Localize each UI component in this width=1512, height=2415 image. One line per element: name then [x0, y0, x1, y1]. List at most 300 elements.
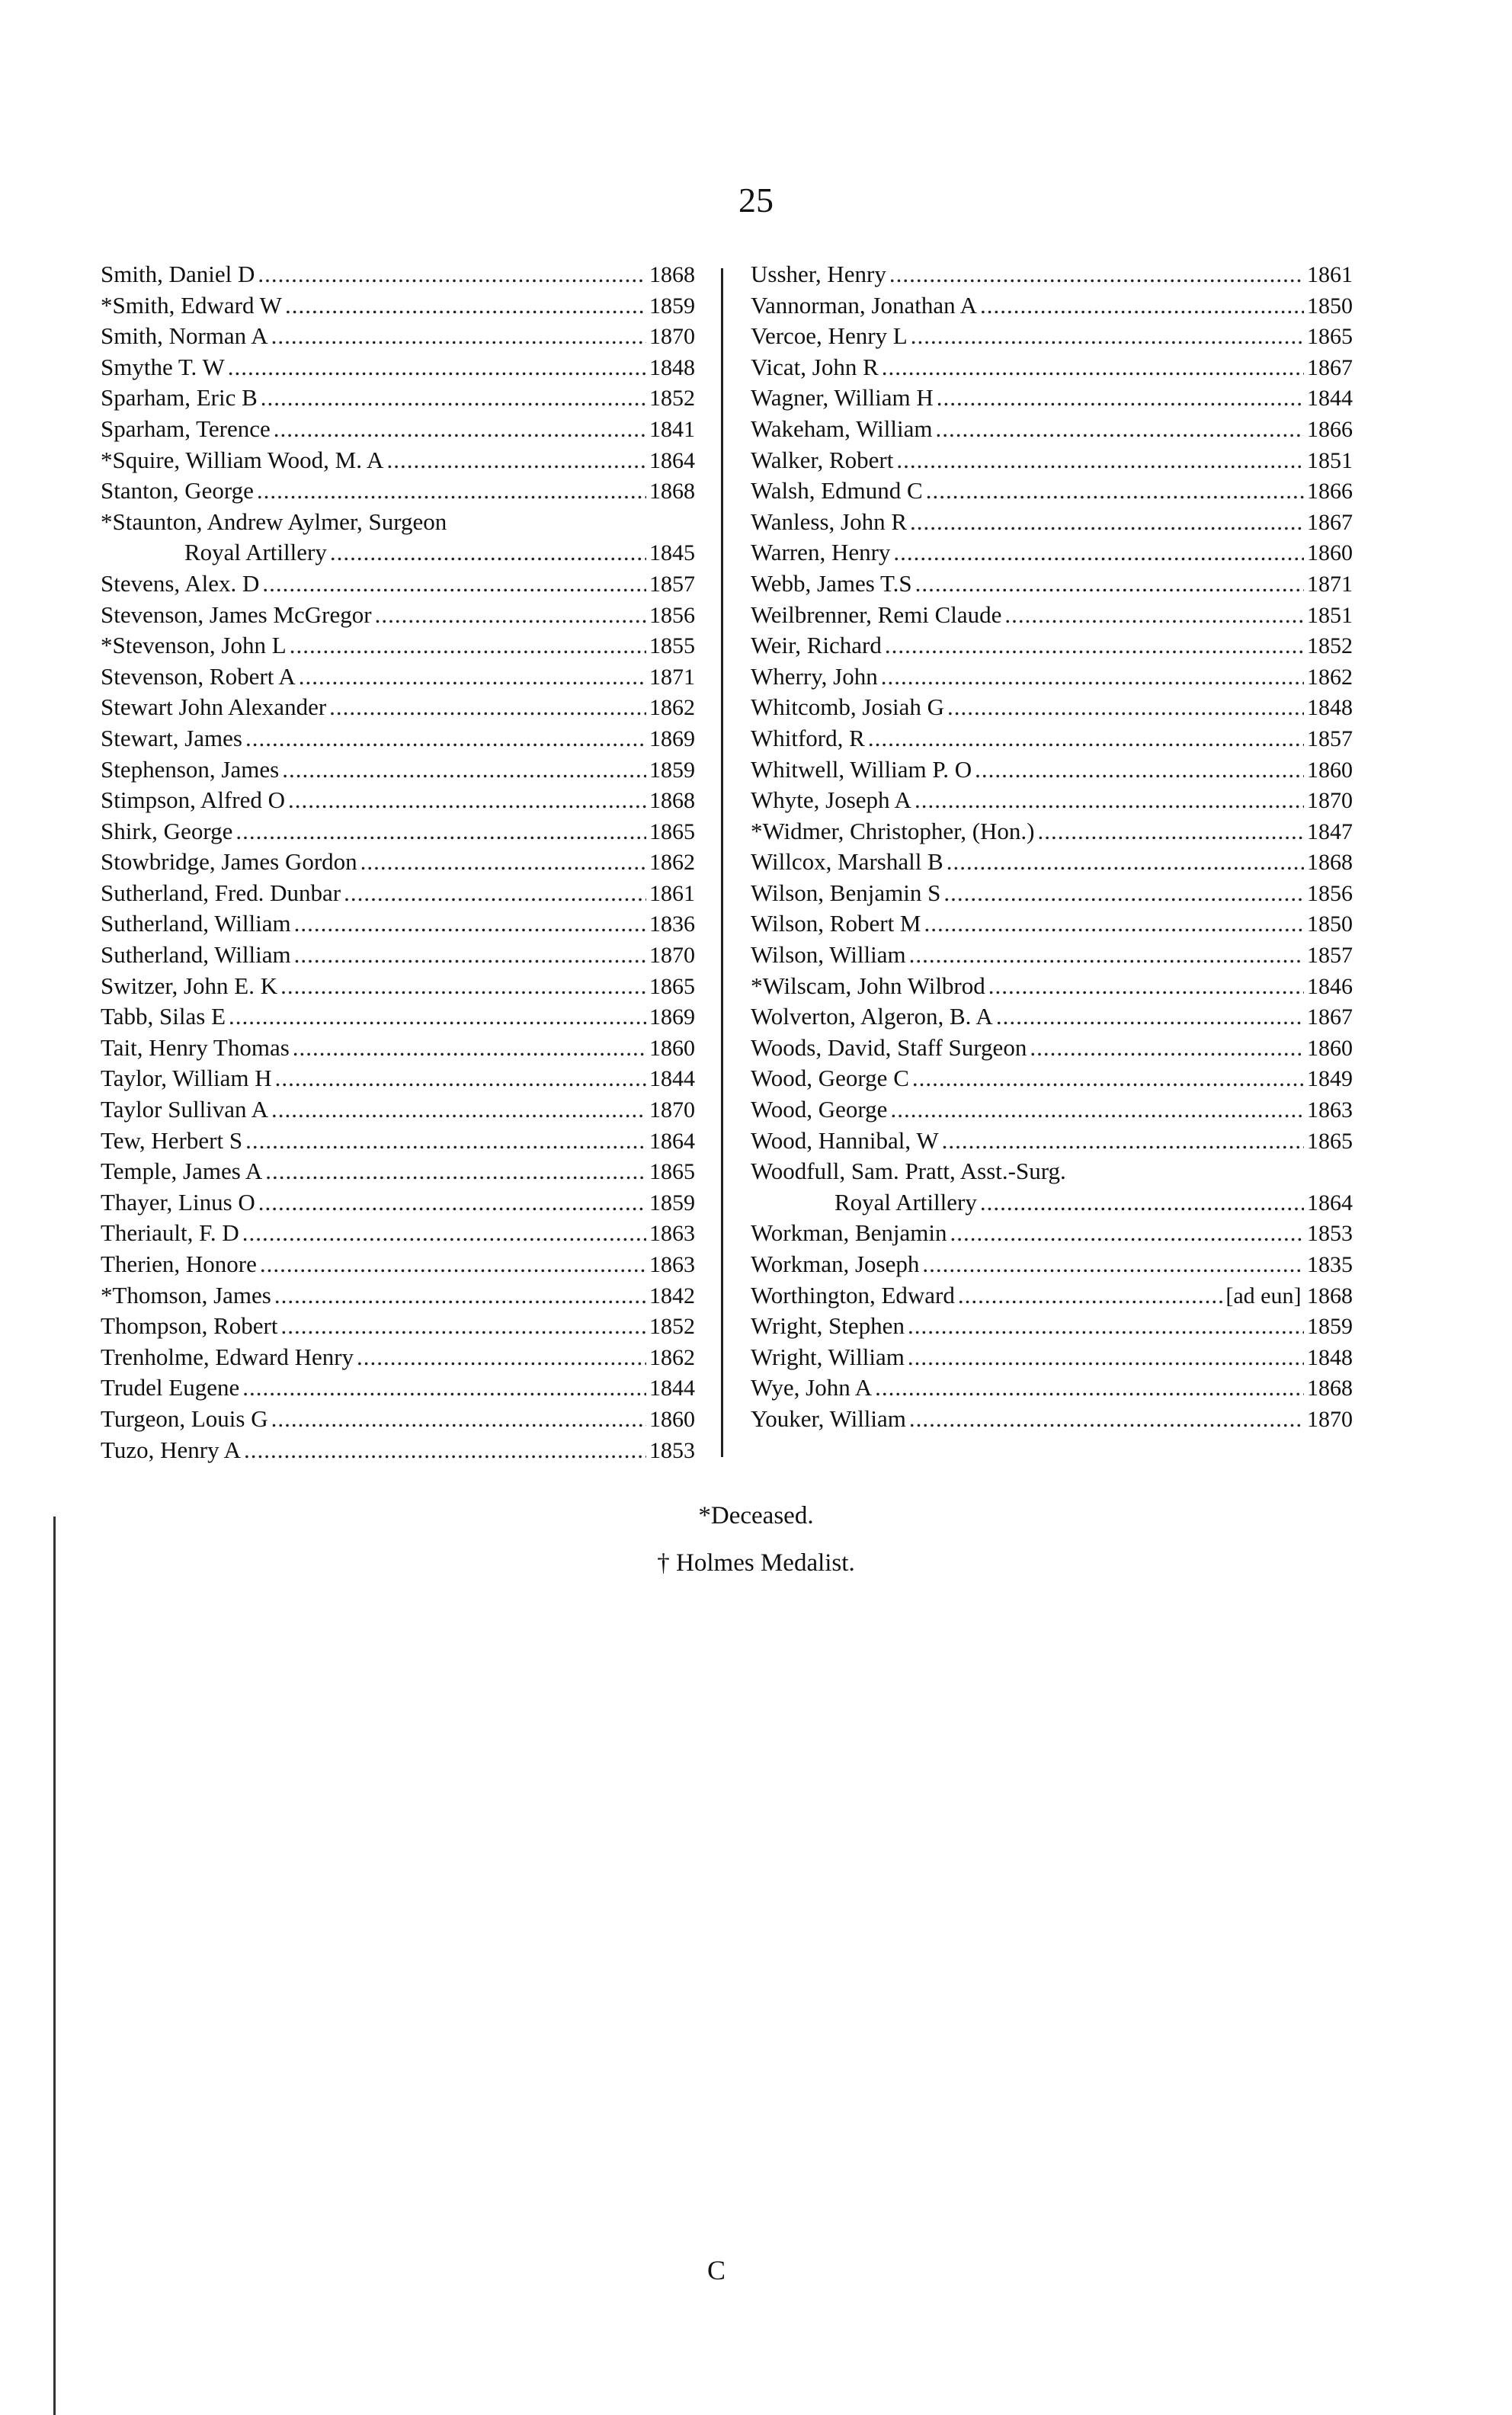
leader-dots [889, 259, 1304, 290]
entry-year: 1859 [649, 1190, 695, 1216]
entry-year: 1869 [649, 725, 695, 751]
list-item [751, 754, 1353, 786]
leader-dots [885, 630, 1304, 661]
entry-name: Willcox, Marshall B [751, 848, 943, 876]
leader-dots [260, 1249, 646, 1280]
entry-year: 1859 [649, 757, 695, 783]
entry-name: Stevens, Alex. D [101, 569, 260, 597]
list-item [751, 600, 1353, 631]
leader-dots [926, 476, 1304, 507]
entry-name: Wood, Hannibal, W [751, 1126, 939, 1154]
list-item [751, 414, 1353, 445]
entry-name: Walker, Robert [751, 446, 894, 473]
entry-name: Stewart John Alexander [101, 693, 327, 721]
entry-name: Vannorman, Jonathan A [751, 291, 978, 319]
entry-name: Wright, Stephen [751, 1312, 905, 1340]
leader-dots [942, 1126, 1304, 1157]
entry-name: Sutherland, Fred. Dunbar [101, 879, 341, 906]
entry-name: Workman, Benjamin [751, 1219, 947, 1247]
leader-dots [909, 940, 1304, 971]
list-item [751, 1126, 1353, 1157]
leader-dots [958, 1280, 1223, 1312]
list-item [751, 878, 1353, 909]
entry-name: Wagner, William H [751, 384, 934, 412]
entry-name: Wilson, Robert M [751, 910, 921, 937]
entry-name: Stevenson, Robert A [101, 662, 296, 690]
entry-year: 1862 [649, 850, 695, 876]
list-item [751, 908, 1353, 940]
leader-dots [912, 1063, 1304, 1094]
entry-year: 1852 [649, 1314, 695, 1340]
leader-dots [911, 321, 1304, 352]
entry-year: 1870 [1307, 1406, 1353, 1432]
entry-name: Wanless, John R [751, 508, 908, 535]
leader-dots [271, 1404, 646, 1435]
list-item [751, 259, 1353, 290]
leader-dots [893, 537, 1304, 569]
entry-year: 1850 [1307, 293, 1353, 319]
leader-dots [281, 1311, 647, 1342]
list-item [751, 1372, 1353, 1404]
leader-dots [988, 971, 1304, 1002]
list-item [751, 1249, 1353, 1280]
list-item [751, 723, 1353, 754]
leader-dots [245, 1126, 646, 1157]
entry-year: 1865 [1307, 324, 1353, 350]
list-item [751, 569, 1353, 600]
entry-name: Royal Artillery [184, 539, 327, 566]
entry-year: 1860 [1307, 1035, 1353, 1061]
list-item [751, 1311, 1353, 1342]
list-item [751, 1404, 1353, 1435]
entry-year: 1860 [649, 1035, 695, 1061]
leader-dots [229, 1001, 646, 1033]
leader-dots [924, 908, 1305, 940]
leader-dots [290, 630, 646, 661]
leader-dots [996, 1001, 1304, 1033]
entry-name: Tait, Henry Thomas [101, 1033, 290, 1061]
entry-year: 1860 [1307, 540, 1353, 566]
entry-year: 1862 [649, 1344, 695, 1370]
leader-dots [258, 1187, 646, 1219]
entry-name: Wright, William [751, 1343, 905, 1370]
list-item [101, 259, 695, 290]
entry-name: Stanton, George [101, 477, 254, 504]
list-item [101, 1156, 695, 1187]
entry-year: 1870 [649, 324, 695, 350]
leader-dots [908, 1342, 1304, 1373]
entry-name: Whitford, R [751, 724, 865, 751]
entry-name: Theriault, F. D [101, 1219, 239, 1247]
entry-name: Temple, James A [101, 1158, 263, 1185]
list-item [101, 507, 695, 538]
leader-dots [910, 507, 1304, 538]
leader-dots [947, 847, 1304, 878]
list-item [101, 692, 695, 723]
entry-year: 1835 [1307, 1252, 1353, 1277]
entry-year: 1861 [649, 880, 695, 906]
list-item [751, 321, 1353, 352]
entry-name: Walsh, Edmund C [751, 477, 923, 504]
entry-name: Switzer, John E. K [101, 972, 278, 999]
leader-dots [915, 785, 1304, 816]
leader-dots [228, 352, 646, 383]
list-item [751, 940, 1353, 971]
entry-name: Therien, Honore [101, 1251, 257, 1277]
leader-dots [882, 352, 1304, 383]
column-divider [721, 268, 723, 1457]
entry-year: 1862 [649, 695, 695, 721]
leader-dots [242, 1218, 646, 1249]
entry-year: 1868 [649, 262, 695, 287]
leader-dots [280, 971, 646, 1002]
leader-dots [935, 414, 1304, 445]
leader-dots [896, 445, 1304, 476]
list-item [101, 723, 695, 754]
entry-name: Stewart, James [101, 724, 242, 751]
entry-year: 1865 [649, 973, 695, 999]
entry-year: 1867 [1307, 354, 1353, 380]
list-item [751, 1063, 1353, 1094]
entry-year: 1859 [1307, 1314, 1353, 1340]
entry-name: *Stevenson, John L [101, 632, 287, 659]
list-item [101, 445, 695, 476]
footnote-deceased: *Deceased. [698, 1502, 814, 1529]
entry-name: Weir, Richard [751, 632, 882, 659]
list-item [751, 1187, 1353, 1219]
entry-name: Workman, Joseph [751, 1251, 920, 1277]
entry-name: *Squire, William Wood, M. A [101, 446, 384, 473]
entry-year: 1841 [649, 416, 695, 442]
entry-year: 1855 [649, 633, 695, 659]
list-item [101, 1218, 695, 1249]
leader-dots [950, 1218, 1304, 1249]
list-item [751, 537, 1353, 569]
entry-name: Stevenson, James McGregor [101, 601, 372, 628]
list-item [101, 878, 695, 909]
entry-name: Warren, Henry [751, 539, 891, 566]
list-item [751, 847, 1353, 878]
leader-dots [943, 878, 1304, 909]
list-item [101, 971, 695, 1002]
entry-name: Vercoe, Henry L [751, 322, 908, 350]
list-item [751, 1280, 1353, 1312]
entry-year: 1867 [1307, 509, 1353, 535]
leader-dots [329, 692, 646, 723]
entry-name: Woodfull, Sam. Pratt, Asst.-Surg. [751, 1158, 1066, 1185]
entry-year: 1864 [1307, 1190, 1353, 1216]
list-item [751, 1094, 1353, 1126]
leader-dots [262, 569, 646, 600]
entry-year: 1848 [1307, 1344, 1353, 1370]
entry-year: 1868 [649, 479, 695, 504]
entry-year: 1857 [1307, 943, 1353, 969]
leader-dots [908, 1311, 1304, 1342]
entry-year: 1868 [1307, 1376, 1353, 1401]
entry-name: Whitcomb, Josiah G [751, 693, 944, 721]
list-item [101, 1001, 695, 1033]
leader-dots [980, 290, 1304, 322]
entry-year: 1870 [1307, 788, 1353, 814]
entry-name: Worthington, Edward [751, 1281, 955, 1308]
list-item [101, 414, 695, 445]
leader-dots [909, 1404, 1304, 1435]
entry-name: Wilson, William [751, 941, 906, 969]
entry-year: 1859 [649, 293, 695, 319]
entry-name: Smith, Norman A [101, 322, 268, 350]
entry-name: Smythe T. W [101, 353, 225, 380]
entry-name: Wood, George C [751, 1065, 909, 1092]
list-item [751, 1033, 1353, 1064]
leader-dots [294, 908, 646, 940]
list-item [751, 290, 1353, 322]
entry-year: 1849 [1307, 1066, 1353, 1092]
entry-name: Vicat, John R [751, 353, 879, 380]
footnotes [0, 1492, 1512, 1587]
entry-year: 1864 [649, 1128, 695, 1154]
leader-dots [257, 476, 646, 507]
entry-name: Whyte, Joseph A [751, 786, 911, 814]
list-item [751, 661, 1353, 693]
entry-name: Stephenson, James [101, 755, 280, 783]
leader-dots [875, 1372, 1304, 1404]
leader-dots [881, 661, 1304, 693]
list-item [101, 352, 695, 383]
entry-name: Wolverton, Algeron, B. A [751, 1003, 993, 1030]
list-item [101, 1342, 695, 1373]
list-item [101, 1435, 695, 1466]
entry-year: 1857 [649, 571, 695, 597]
entry-name: Ussher, Henry [751, 261, 886, 287]
list-item [101, 383, 695, 414]
entry-name: Stimpson, Alfred O [101, 786, 285, 814]
entry-name: Thompson, Robert [101, 1312, 278, 1340]
entry-name: Stowbridge, James Gordon [101, 848, 357, 876]
entry-name: Trenholme, Edward Henry [101, 1343, 354, 1370]
leader-dots [261, 383, 646, 414]
leader-dots [294, 940, 646, 971]
entry-name: Sparham, Eric B [101, 384, 258, 412]
entry-year: 1862 [1307, 664, 1353, 690]
entry-name: Royal Artillery [834, 1188, 977, 1216]
entry-name: Taylor, William H [101, 1065, 272, 1092]
entry-year: 1861 [1307, 262, 1353, 287]
leader-dots [1038, 816, 1305, 847]
entry-year: 1842 [649, 1283, 695, 1308]
leader-dots [890, 1094, 1304, 1126]
leader-dots [868, 723, 1304, 754]
entry-name: Wakeham, William [751, 415, 933, 442]
margin-line [53, 1517, 56, 2415]
entry-name: Sparham, Terence [101, 415, 271, 442]
list-item [101, 1372, 695, 1404]
leader-dots [386, 445, 646, 476]
leader-dots [235, 816, 646, 847]
leader-dots [1004, 600, 1304, 631]
entry-name: Sutherland, William [101, 941, 291, 969]
list-item [101, 785, 695, 816]
leader-dots [344, 878, 646, 909]
list-item [751, 1156, 1353, 1187]
list-item [751, 971, 1353, 1002]
entry-year: 1844 [1307, 386, 1353, 412]
entry-year: 1856 [1307, 880, 1353, 906]
entry-name: *Staunton, Andrew Aylmer, Surgeon [101, 508, 447, 535]
entry-name: Shirk, George [101, 817, 233, 844]
entry-name: Turgeon, Louis G [101, 1404, 268, 1432]
list-item [101, 290, 695, 322]
signature-mark: C [707, 2255, 726, 2285]
list-item [101, 630, 695, 661]
leader-dots [922, 1249, 1304, 1280]
list-item [101, 321, 695, 352]
entry-name: Wood, George [751, 1096, 888, 1123]
entry-name: Thayer, Linus O [101, 1188, 255, 1216]
entry-name: Taylor Sullivan A [101, 1096, 268, 1123]
entry-year: 1864 [649, 447, 695, 473]
list-item [101, 816, 695, 847]
list-item [101, 908, 695, 940]
leader-dots [258, 259, 646, 290]
entry-year: 1848 [1307, 695, 1353, 721]
entry-name: Smith, Daniel D [101, 261, 255, 287]
leader-dots [244, 1435, 646, 1466]
list-item [101, 754, 695, 786]
entry-name: *Widmer, Christopher, (Hon.) [751, 817, 1035, 844]
list-item [751, 1342, 1353, 1373]
entry-year: 1870 [649, 943, 695, 969]
entry-year: 1860 [1307, 757, 1353, 783]
entry-year: 1836 [649, 911, 695, 937]
entry-name: Trudel Eugene [101, 1374, 240, 1401]
entry-name: Youker, William [751, 1404, 906, 1432]
entry-year: 1851 [1307, 447, 1353, 473]
list-item [101, 1404, 695, 1435]
entry-year: 1856 [649, 602, 695, 628]
entry-year: 1863 [1307, 1097, 1353, 1123]
entry-year: 1863 [649, 1221, 695, 1247]
entry-year: 1844 [649, 1376, 695, 1401]
leader-dots [265, 1156, 646, 1187]
list-item [751, 1001, 1353, 1033]
leader-dots [375, 600, 646, 631]
list-item [101, 476, 695, 507]
entry-year: 1863 [649, 1252, 695, 1277]
list-item [101, 537, 695, 569]
list-item [101, 1126, 695, 1157]
entry-year: 1868 [1307, 850, 1353, 876]
list-item [101, 940, 695, 971]
entry-name: Tew, Herbert S [101, 1126, 243, 1154]
leader-dots [271, 321, 646, 352]
list-item [101, 661, 695, 693]
list-item [751, 692, 1353, 723]
entry-year: 1850 [1307, 911, 1353, 937]
leader-dots [980, 1187, 1304, 1219]
leader-dots [937, 383, 1304, 414]
entry-year: 1847 [1307, 818, 1353, 844]
entry-year: 1865 [649, 1159, 695, 1185]
leader-dots [293, 1033, 646, 1064]
list-item [751, 476, 1353, 507]
entry-name: Tabb, Silas E [101, 1003, 226, 1030]
left-column [101, 259, 695, 1465]
entry-name: *Smith, Edward W [101, 291, 282, 319]
list-item [101, 847, 695, 878]
entry-year: 1852 [1307, 633, 1353, 659]
list-item [101, 1187, 695, 1219]
entry-year: 1848 [649, 354, 695, 380]
leader-dots [242, 1372, 646, 1404]
list-item [101, 1249, 695, 1280]
entry-name: Wherry, John [751, 662, 878, 690]
entry-name: Whitwell, William P. O [751, 755, 972, 783]
leader-dots [975, 754, 1304, 786]
entry-year: 1865 [1307, 1128, 1353, 1154]
entry-year: 1866 [1307, 416, 1353, 442]
entry-year: [ad eun] 1868 [1225, 1283, 1353, 1308]
leader-dots [357, 1342, 646, 1373]
leader-dots [285, 290, 646, 322]
list-item [101, 1094, 695, 1126]
entry-year: 1846 [1307, 973, 1353, 999]
entry-year: 1870 [649, 1097, 695, 1123]
entry-year: 1865 [649, 818, 695, 844]
entry-name: Sutherland, William [101, 910, 291, 937]
list-item [751, 507, 1353, 538]
entry-year: 1852 [649, 386, 695, 412]
list-item [751, 785, 1353, 816]
leader-dots [275, 1063, 646, 1094]
leader-dots [288, 785, 646, 816]
entry-year: 1871 [649, 664, 695, 690]
entry-name: Tuzo, Henry A [101, 1436, 242, 1463]
list-item [751, 816, 1353, 847]
entry-year: 1853 [649, 1437, 695, 1463]
entry-name: Wilson, Benjamin S [751, 879, 941, 906]
list-item [751, 383, 1353, 414]
entry-year: 1844 [649, 1066, 695, 1092]
list-item [751, 630, 1353, 661]
leader-dots [947, 692, 1304, 723]
leader-dots [915, 569, 1304, 600]
entry-year: 1845 [649, 540, 695, 566]
entry-year: 1868 [649, 788, 695, 814]
entry-name: Wye, John A [751, 1374, 873, 1401]
leader-dots [282, 754, 646, 786]
leader-dots [360, 847, 646, 878]
entry-name: Woods, David, Staff Surgeon [751, 1033, 1027, 1061]
list-item [101, 1033, 695, 1064]
entry-year: 1871 [1307, 571, 1353, 597]
entry-name: Weilbrenner, Remi Claude [751, 601, 1002, 628]
entry-name: *Thomson, James [101, 1281, 271, 1308]
list-item [101, 1063, 695, 1094]
list-item [751, 352, 1353, 383]
entry-year: 1851 [1307, 602, 1353, 628]
footnote-medalist: † Holmes Medalist. [657, 1549, 855, 1577]
list-item [101, 1311, 695, 1342]
leader-dots [330, 537, 646, 569]
leader-dots [299, 661, 646, 693]
leader-dots [271, 1094, 646, 1126]
entry-year: 1866 [1307, 479, 1353, 504]
entry-year: 1867 [1307, 1004, 1353, 1030]
leader-dots [274, 1280, 646, 1312]
leader-dots [274, 414, 646, 445]
right-column [751, 259, 1353, 1435]
entry-name: Webb, James T.S [751, 569, 912, 597]
